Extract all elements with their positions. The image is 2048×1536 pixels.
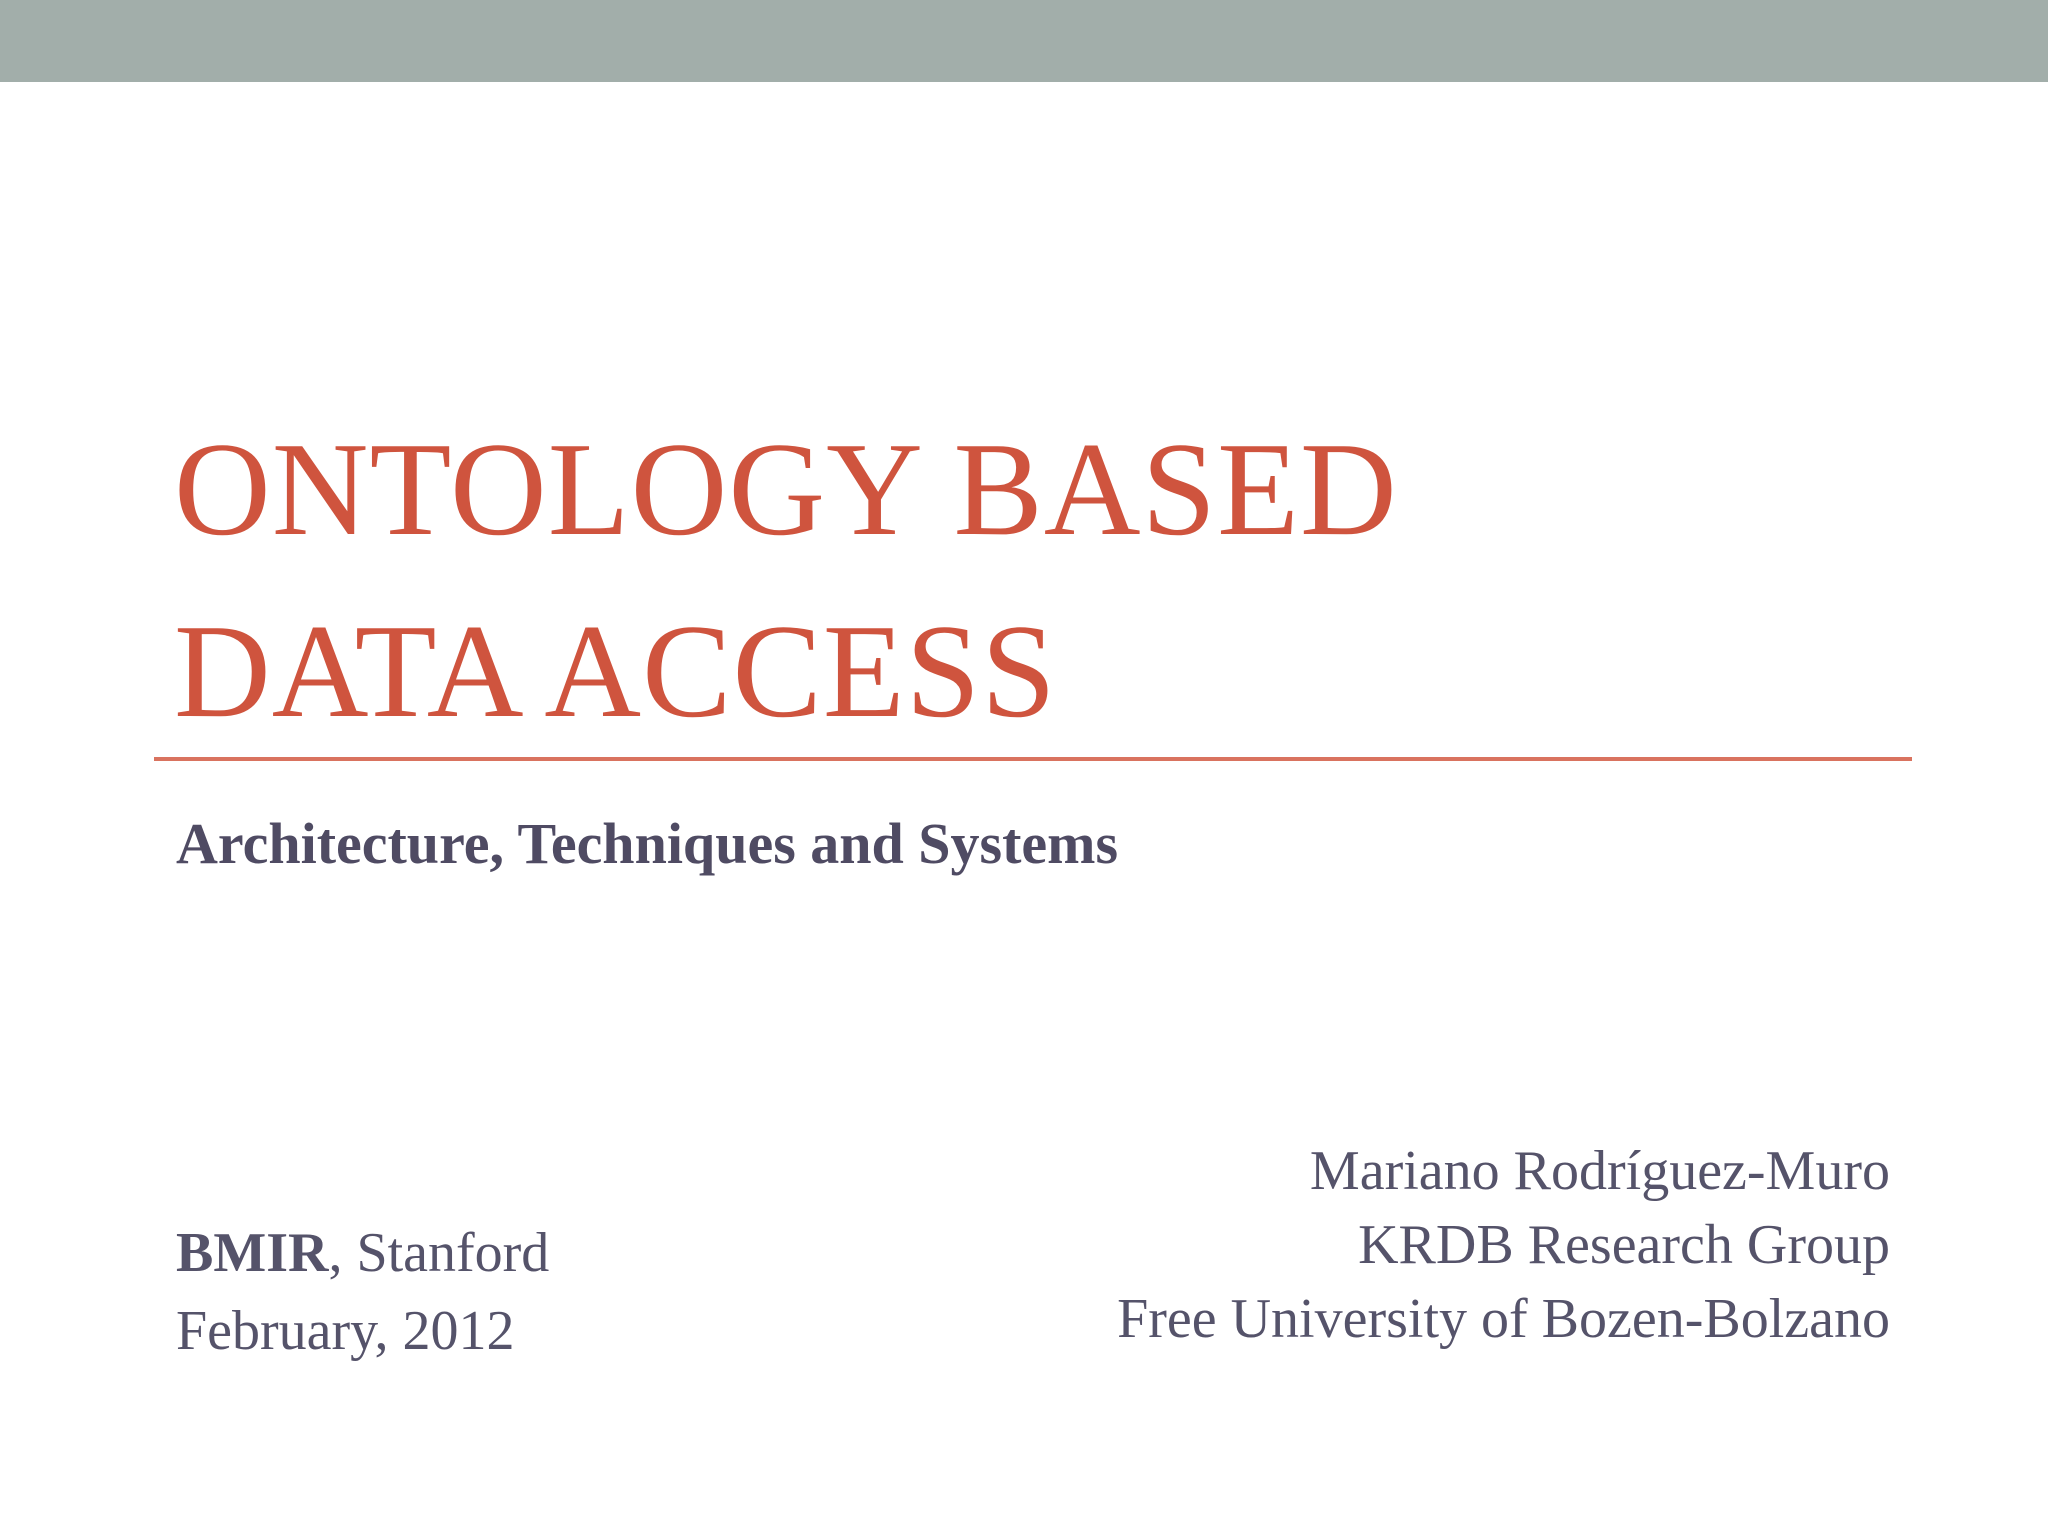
author-name: Mariano Rodríguez-Muro [1309,1140,1890,1202]
slide-subtitle: Architecture, Techniques and Systems [176,811,1119,876]
venue-organization: BMIR [176,1222,329,1284]
institution-name: Free University of Bozen-Bolzano [1117,1288,1890,1350]
slide-title-line-2: DATA ACCESS [174,597,1057,745]
presentation-date: February, 2012 [176,1300,515,1362]
venue-line [176,1214,936,1292]
author-affiliation-block [990,1134,1890,1356]
research-group: KRDB Research Group [1358,1214,1890,1276]
presentation-venue-date [176,1214,936,1370]
title-divider [154,757,1912,761]
top-color-band [0,0,2048,82]
venue-location: , Stanford [328,1222,550,1284]
slide-title-line-1: ONTOLOGY BASED [174,415,1398,563]
slide-title [174,398,1874,762]
